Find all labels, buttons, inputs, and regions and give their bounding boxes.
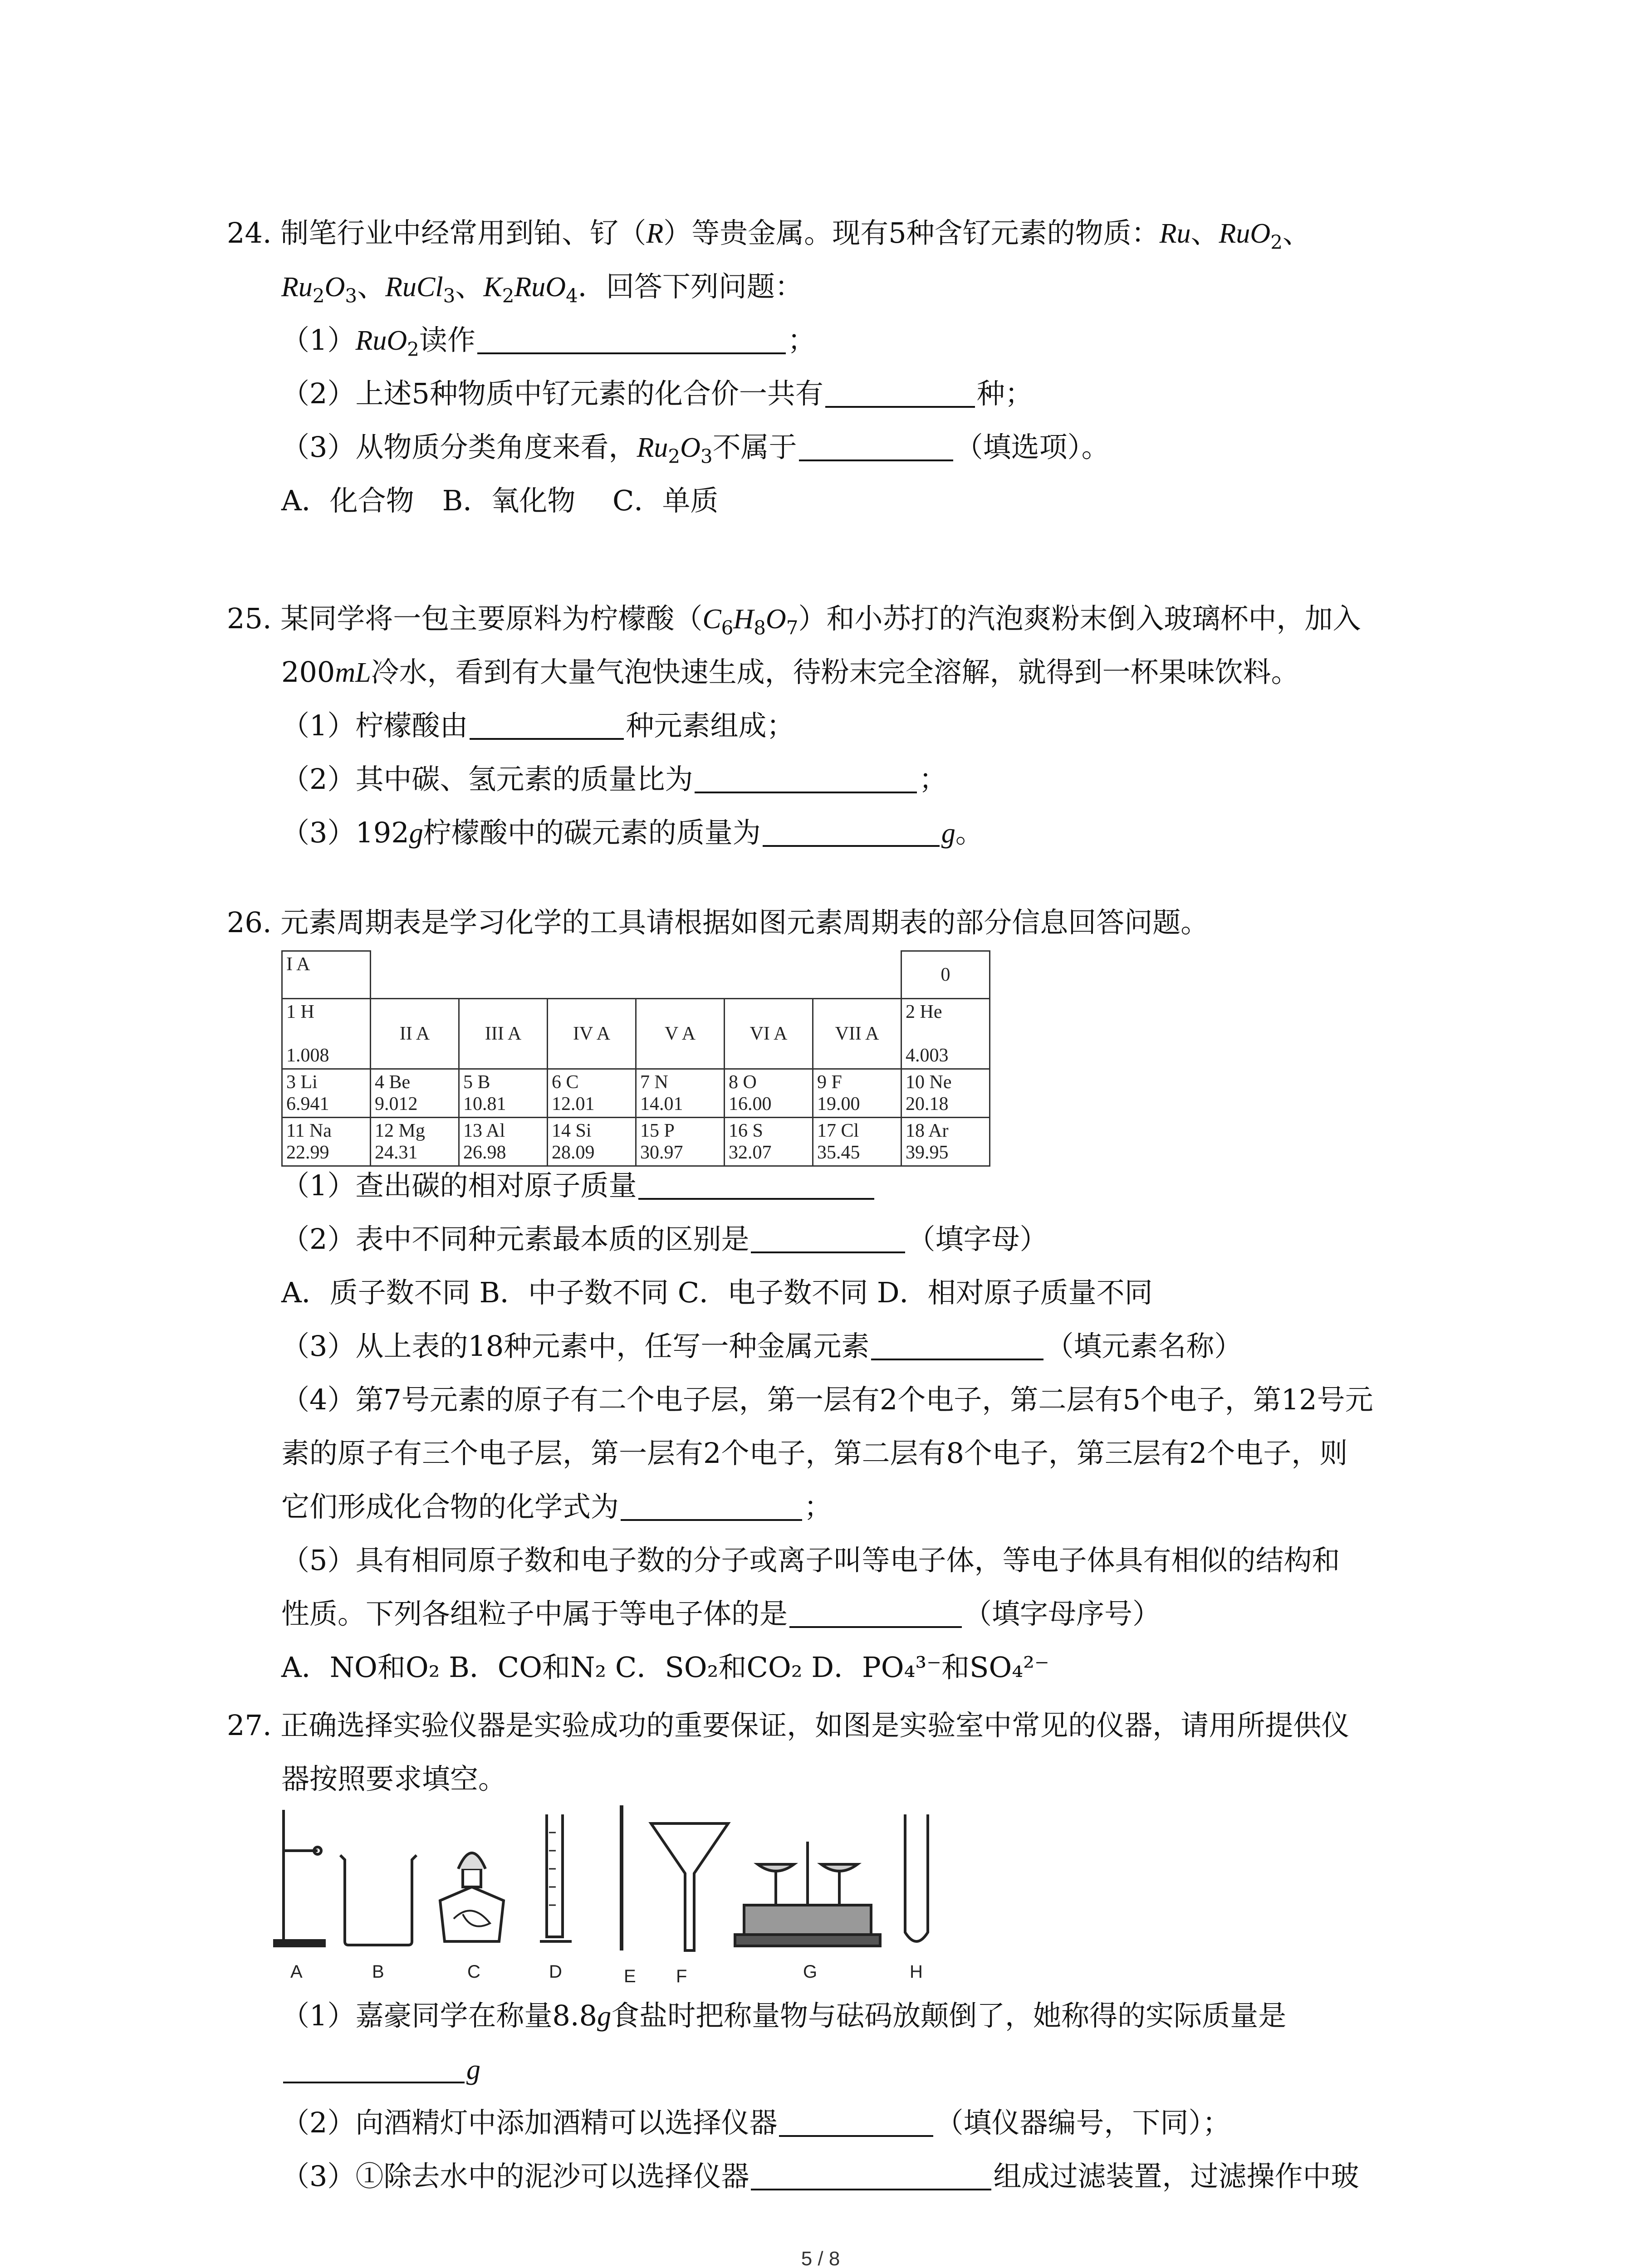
table-cell: 14 Si 28.09 [548,1118,636,1166]
formula-part: O [680,432,700,463]
mass-unit: g [409,818,423,849]
separator: 、 [1282,216,1311,249]
subscript: 6 [721,616,734,639]
answer-blank-24-3[interactable] [799,432,953,461]
answer-blank-25-1[interactable] [470,711,624,740]
q26-text: ； [804,1490,833,1523]
subscript: 2 [312,284,325,307]
q25-text: 种元素组成； [626,709,795,742]
question-24 [227,206,1452,528]
q26-text: 性质。下列各组粒子中属于等电子体的是 [281,1597,788,1630]
instrument-label-d: D [549,1962,562,1982]
table-cell: 11 Na 22.99 [282,1118,371,1166]
subscript: 2 [1270,231,1283,254]
table-cell: V A [636,999,725,1069]
answer-blank-26-5[interactable] [789,1599,962,1628]
iron-stand-icon [274,1810,324,1946]
table-cell: 0 [901,951,990,999]
separator: 、 [1190,216,1219,249]
volume-unit: mL [335,657,371,688]
instrument-label-g: G [803,1962,818,1982]
q27-text: （3）①除去水中的泥沙可以选择仪器 [281,2160,749,2193]
separator: 、 [455,270,484,303]
q24-sub2 [227,367,1452,420]
page-number: 5 / 8 [801,2248,840,2268]
q26-sub4-line1: （4）第7号元素的原子有二个电子层，第一层有2个电子，第二层有5个电子，第12号元 [281,1383,1373,1416]
q24-sub1 [227,313,1452,367]
q25-text: ； [919,763,947,796]
formula-RuO2: RuO [1219,218,1271,249]
q24-line2 [227,260,1452,313]
table-cell: 16 S 32.07 [725,1118,813,1166]
instrument-label-e: E [624,1966,636,1986]
q25-sub2 [227,753,1452,806]
table-row [282,999,990,1069]
table-cell: 7 N 14.01 [636,1069,725,1118]
instrument-label-a: A [290,1962,303,1982]
table-cell: 4 Be 9.012 [371,1069,459,1118]
formula-Ru: Ru [1159,218,1191,249]
question-26-parts [227,1159,1452,1694]
table-cell: 18 Ar 39.95 [901,1118,990,1166]
q24-text: 种； [976,377,1033,410]
table-cell: VI A [725,999,813,1069]
q25-text: （3）192 [281,816,409,849]
q27-text: （1）嘉豪同学在称量8.8 [281,1999,598,2032]
answer-blank-27-3[interactable] [751,2161,991,2190]
answer-blank-26-2[interactable] [751,1224,905,1253]
funnel-icon [651,1823,728,1950]
q27-line2: 器按照要求填空。 [281,1762,507,1795]
table-cell: I A [282,951,371,999]
separator: 、 [357,270,386,303]
q26-text: （填元素名称） [1045,1330,1243,1363]
q26-sub1 [227,1159,1452,1212]
q27-sub2 [227,2096,1452,2150]
instrument-label-c: C [467,1962,480,1982]
formula-Ru2O3: Ru [281,272,313,303]
table-cell-empty [371,951,901,999]
table-cell: 1 H 1.008 [282,999,371,1069]
q24-text: 读作 [419,323,475,357]
subscript: 4 [566,284,578,307]
q26-sub3 [227,1320,1452,1373]
q24-symbol-R: R [646,218,664,249]
q24-text: ）等贵金属。现有5种含钌元素的物质： [663,216,1160,249]
q25-line2 [227,645,1452,699]
q26-text: （3）从上表的18种元素中，任写一种金属元素 [281,1330,870,1363]
table-cell: 8 O 16.00 [725,1069,813,1118]
q25-text: 柠檬酸中的碳元素的质量为 [423,816,761,849]
question-25 [227,592,1452,860]
table-row [282,1069,990,1118]
table-cell: VII A [813,999,901,1069]
answer-blank-26-1[interactable] [638,1171,874,1200]
table-cell: 17 Cl 35.45 [813,1118,901,1166]
q27-line1: 27. 正确选择实验仪器是实验成功的重要保证，如图是实验室中常见的仪器，请用所提供仪 [227,1709,1350,1742]
formula-part: H [733,604,754,635]
question-26 [227,896,1452,949]
q26-text: （1）查出碳的相对原子质量 [281,1169,637,1202]
instrument-label-f: F [676,1966,687,1986]
q26-text: （填字母） [907,1222,1048,1256]
q25-text: 。 [955,816,984,849]
q24-text: ； [787,323,816,357]
q26-text: 它们形成化合物的化学式为 [281,1490,619,1523]
subscript: 2 [668,445,681,468]
q27-text: 组成过滤装置，过滤操作中玻 [993,2160,1359,2193]
q26-text: （2）表中不同种元素最本质的区别是 [281,1222,749,1256]
q25-sub3 [227,806,1452,860]
subscript: 8 [754,616,766,639]
formula-part: RuO [514,272,566,303]
table-cell: 3 Li 6.941 [282,1069,371,1118]
table-row [282,951,990,999]
question-27-parts [227,1989,1452,2203]
q24-line1 [227,206,1452,260]
balance-icon [735,1842,880,1946]
mass-unit: g [597,2001,612,2032]
table-cell: 2 He 4.003 [901,999,990,1069]
q26-text: （填字母序号） [964,1597,1161,1630]
subscript: 7 [786,616,798,639]
q25-sub1 [227,699,1452,753]
table-cell: IV A [548,999,636,1069]
q24-options: A．化合物 B．氧化物 C．单质 [281,484,719,517]
q25-line1 [227,592,1452,645]
volume-number: 200 [281,655,335,689]
q26-sub5-line1: （5）具有相同原子数和电子数的分子或离子叫等电子体，等电子体具有相似的结构和 [281,1544,1340,1577]
q26-options5: A．NO和O₂ B．CO和N₂ C．SO₂和CO₂ D．PO₄³⁻和SO₄²⁻ [281,1651,1049,1684]
q24-text: 不属于 [712,430,797,464]
subscript: 2 [502,284,514,307]
table-cell: 9 F 19.00 [813,1069,901,1118]
q26-sub5-line2 [227,1587,1452,1641]
q27-sub3 [227,2150,1452,2203]
q25-text: 25. 某同学将一包主要原料为柠檬酸（ [227,602,703,635]
alcohol-lamp-icon [440,1853,504,1941]
q27-sub1-answer [227,2043,1452,2096]
subscript: 3 [345,284,358,307]
q26-line1: 26. 元素周期表是学习化学的工具请根据如图元素周期表的部分信息回答问题。 [227,906,1209,939]
formula-part: C [702,604,721,635]
answer-blank-25-3[interactable] [763,818,940,847]
formula-K2RuO4: K [483,272,502,303]
formula-RuO2: RuO [355,325,407,356]
answer-blank-25-2[interactable] [695,764,917,793]
q25-text: ）和小苏打的汽泡爽粉末倒入玻璃杯中，加入 [798,602,1361,635]
q27-text: （2）向酒精灯中添加酒精可以选择仪器 [281,2106,778,2139]
instrument-label-h: H [910,1962,923,1982]
periodic-table [281,950,990,1167]
table-cell: 13 Al 26.98 [459,1118,548,1166]
q24-text: ．回答下列问题： [578,270,803,303]
answer-blank-27-1[interactable] [283,2054,465,2083]
table-cell: 12 Mg 24.31 [371,1118,459,1166]
question-27 [227,1699,1452,1806]
mass-unit: g [466,2054,480,2085]
answer-blank-24-1[interactable] [477,325,786,354]
answer-blank-26-4[interactable] [621,1492,802,1521]
table-cell: II A [371,999,459,1069]
q26-options2: A．质子数不同 B．中子数不同 C．电子数不同 D．相对原子质量不同 [281,1276,1153,1309]
q26-sub4-line3 [227,1480,1452,1534]
subscript: 3 [700,445,713,468]
q25-text: 冷水，看到有大量气泡快速生成，待粉末完全溶解，就得到一杯果味饮料。 [371,655,1299,689]
instrument-label-b: B [372,1962,384,1982]
subscript: 2 [407,338,419,361]
answer-blank-27-2[interactable] [779,2108,933,2137]
answer-blank-26-3[interactable] [871,1331,1043,1360]
formula-RuCl3: RuCl [385,272,443,303]
formula-part: O [765,604,786,635]
answer-blank-24-2[interactable] [825,379,975,408]
q24-text: （2）上述5种物质中钌元素的化合价一共有 [281,377,823,410]
table-cell: 10 Ne 20.18 [901,1069,990,1118]
graduated-cylinder-icon [540,1814,572,1941]
subscript: 3 [443,284,456,307]
sub-label: （1） [281,323,356,357]
q24-text: （3）从物质分类角度来看， [281,430,637,464]
q27-text: 食盐时把称量物与砝码放颠倒了，她称得的实际质量是 [611,1999,1287,2032]
q25-text: （1）柠檬酸由 [281,709,468,742]
beaker-icon [340,1855,416,1945]
formula-part: O [324,272,345,303]
mass-unit: g [941,818,955,849]
table-cell: 5 B 10.81 [459,1069,548,1118]
q25-text: （2）其中碳、氢元素的质量比为 [281,763,693,796]
q24-text: （填选项）。 [955,430,1110,464]
q24-text: 24. 制笔行业中经常用到铂、钌（ [227,216,647,249]
q27-sub1 [227,1989,1452,2043]
table-cell: 15 P 30.97 [636,1118,725,1166]
test-tube-icon [905,1814,928,1941]
q26-sub4-line2: 素的原子有三个电子层，第一层有2个电子，第二层有8个电子，第三层有2个电子，则 [281,1437,1348,1470]
table-cell: III A [459,999,548,1069]
q27-text: （填仪器编号，下同）； [935,2106,1231,2139]
lab-instruments-figure [272,1796,975,1987]
table-cell: 6 C 12.01 [548,1069,636,1118]
q26-sub2 [227,1212,1452,1266]
q24-sub3 [227,420,1452,474]
formula-Ru2O3: Ru [637,432,668,463]
